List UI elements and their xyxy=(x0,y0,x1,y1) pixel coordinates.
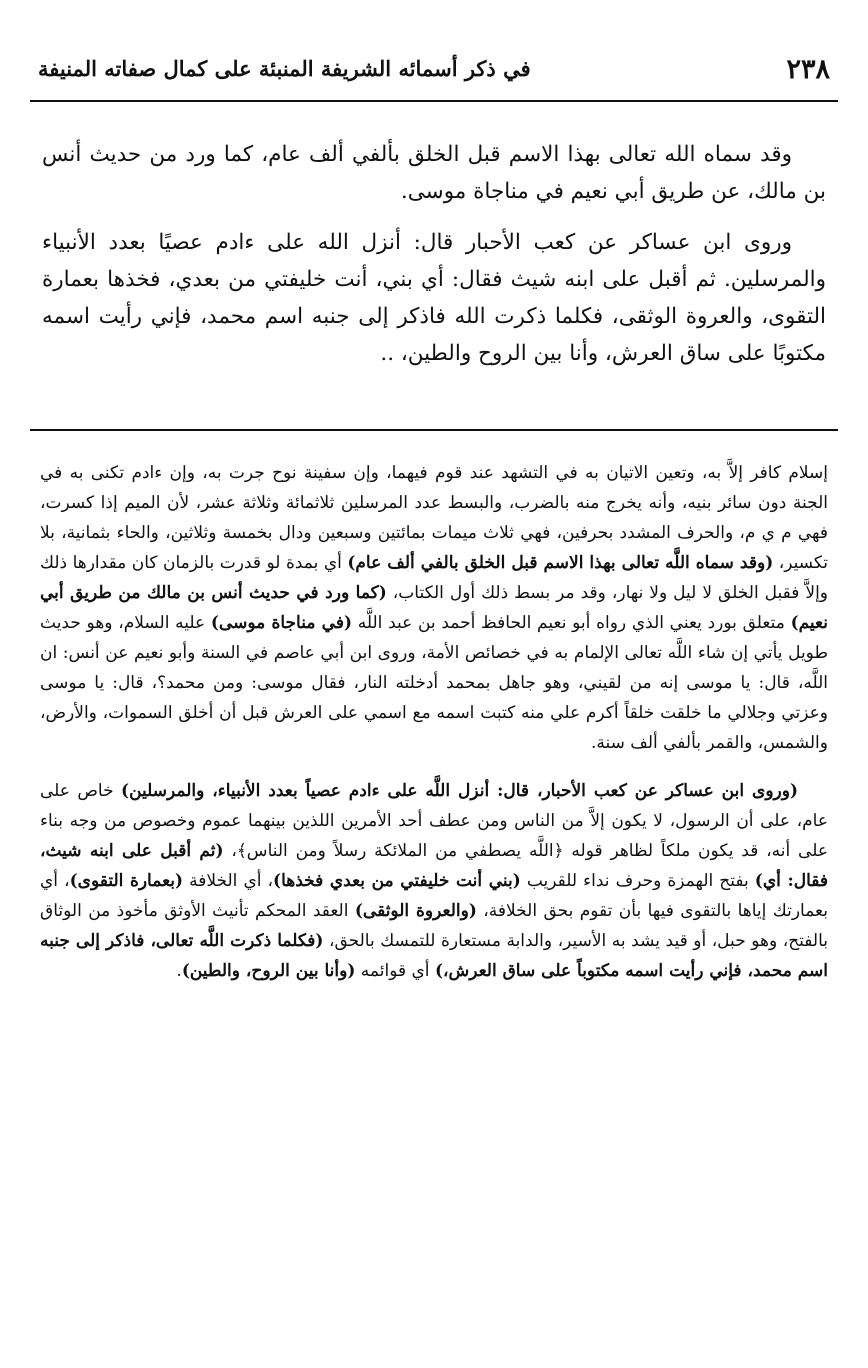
commentary-quote: (وقد سماه اللَّه تعالى بهذا الاسم قبل الخلق بالفي ألف عام) xyxy=(347,553,774,573)
commentary-text-run: العقد المحكم تأنيث الأوثق مأخوذ من الوثاق بالفتح، وهو حبل، أو قيد يشد به الأسير، والدابة مستعارة للتمسك بالحق، xyxy=(40,901,829,951)
commentary-text-run: خاص على عام، على أن الرسول، لا يكون إلاَّ من الناس ومن عطف أحد الأمرين اللذين بينهما عموم وخصوص من وجه بناء على أنه، قد يكون ملكاً لظاهر قوله ﴿اللَّه يصطفي من الملائكة رسلاً ومن الناس﴾، xyxy=(40,781,828,861)
commentary-text-run: بفتح الهمزة وحرف نداء للقريب xyxy=(520,871,755,891)
footnote-separator xyxy=(30,429,838,431)
header-rule xyxy=(30,100,838,102)
main-paragraph-1: وقد سماه الله تعالى بهذا الاسم قبل الخلق بألفي ألف عام، كما ورد من حديث أنس بن مالك، عن طريق أبي نعيم في مناجاة موسى. xyxy=(42,142,826,204)
commentary-quote: (كما ورد في حديث أنس بن مالك من طريق أبي نعيم) xyxy=(40,583,828,633)
running-title: في ذكر أسمائه الشريفة المنبئة على كمال صفاته المنيفة xyxy=(38,56,531,81)
commentary-quote: (وأنا بين الروح، والطين) xyxy=(181,961,356,981)
commentary-text-run: أي قوائمه xyxy=(355,961,435,981)
commentary-quote: (بني أنت خليفتي من بعدي فخذها) xyxy=(273,871,521,891)
page-number: ٢٣٨ xyxy=(786,54,830,85)
commentary-text-run: . xyxy=(176,961,182,981)
commentary-text-run: عليه السلام، وهو حديث طويل يأتي إن شاء اللَّه تعالى الإلمام به في خصائص الأمة، وروى ابن أبي عاصم في السنة وأبو نعيم عن أنس: ان اللَّه، قال: يا موسى إنه من لقيني، وهو جاهل بمحمد أدخلته النار، فقال موسى: ومن محمد؟، قال: يا موسى وعزتي وجلالي ما خلقت خلقاً أكرم علي منه كتبت اسمه مع اسمي على العرش قبل أن أخلق السموات، والأرض، والشمس، والقمر بألفي ألف سنة. xyxy=(40,613,828,753)
commentary-paragraph-2 xyxy=(40,776,828,986)
main-text xyxy=(42,136,826,386)
commentary-quote: (والعروة الوثقى) xyxy=(354,901,477,921)
commentary-paragraph-1 xyxy=(40,458,828,758)
commentary-text-run: ، أي بعمارتك إياها بالتقوى فيها بأن تقوم بحق الخلافة، xyxy=(40,871,828,921)
running-header xyxy=(38,50,830,92)
main-paragraph-2: وروى ابن عساكر عن كعب الأحبار قال: أنزل الله على ءادم عصيًا بعدد الأنبياء والمرسلين. ثم أقبل على ابنه شيث فقال: أي بني، أنت خليفتي من بعدي، فخذها بعمارة التقوى، والعروة الوثقى، فكلما ذكرت الله فاذكر إلى جنبه اسم محمد، فإني رأيت اسمه مكتوبًا على ساق العرش، وأنا بين الروح والطين، .. xyxy=(42,230,826,366)
commentary-quote: (فكلما ذكرت اللَّه تعالى، فاذكر إلى جنبه اسم محمد، فإني رأيت اسمه مكتوباً على ساق العرش،) xyxy=(40,931,828,981)
commentary-text xyxy=(40,458,828,1004)
commentary-quote: (وروى ابن عساكر عن كعب الأحبار، قال: أنزل اللَّه على ءادم عصياً بعدد الأنبياء، والمرسلين) xyxy=(121,781,798,801)
commentary-text-run: إسلام كافر إلاَّ به، وتعين الاتيان به في التشهد عند قوم فيهما، وإن سفينة نوح جرت به، وإن ءادم تكنى به في الجنة دون سائر بنيه، وأنه يخرج منه بالضرب، والبسط عدد المرسلين ثلاثمائة وثلاثة عشر، لأن الميم إذا كسرت، فهي م ي م، والحرف المشدد بحرفين، فهي ثلاث ميمات بمائتين وسبعين ودال بخمسة وثلاثين، والحاء بثمانية، بلا تكسير، xyxy=(40,463,829,573)
commentary-quote: (بعمارة التقوى) xyxy=(69,871,184,891)
commentary-text-run: متعلق بورد يعني الذي رواه أبو نعيم الحافظ أحمد بن عبد اللَّه xyxy=(352,613,791,633)
commentary-text-run: ، أي الخلافة xyxy=(183,871,274,891)
commentary-text-run: أي بمدة لو قدرت بالزمان كان مقدارها ذلك وإلاَّ فقبل الخلق لا ليل ولا نهار، وقد مر بسط ذلك أول الكتاب، xyxy=(40,553,828,603)
commentary-quote: (ثم أقبل على ابنه شيث، فقال: أي) xyxy=(40,841,828,891)
commentary-quote: (في مناجاة موسى) xyxy=(210,613,353,633)
